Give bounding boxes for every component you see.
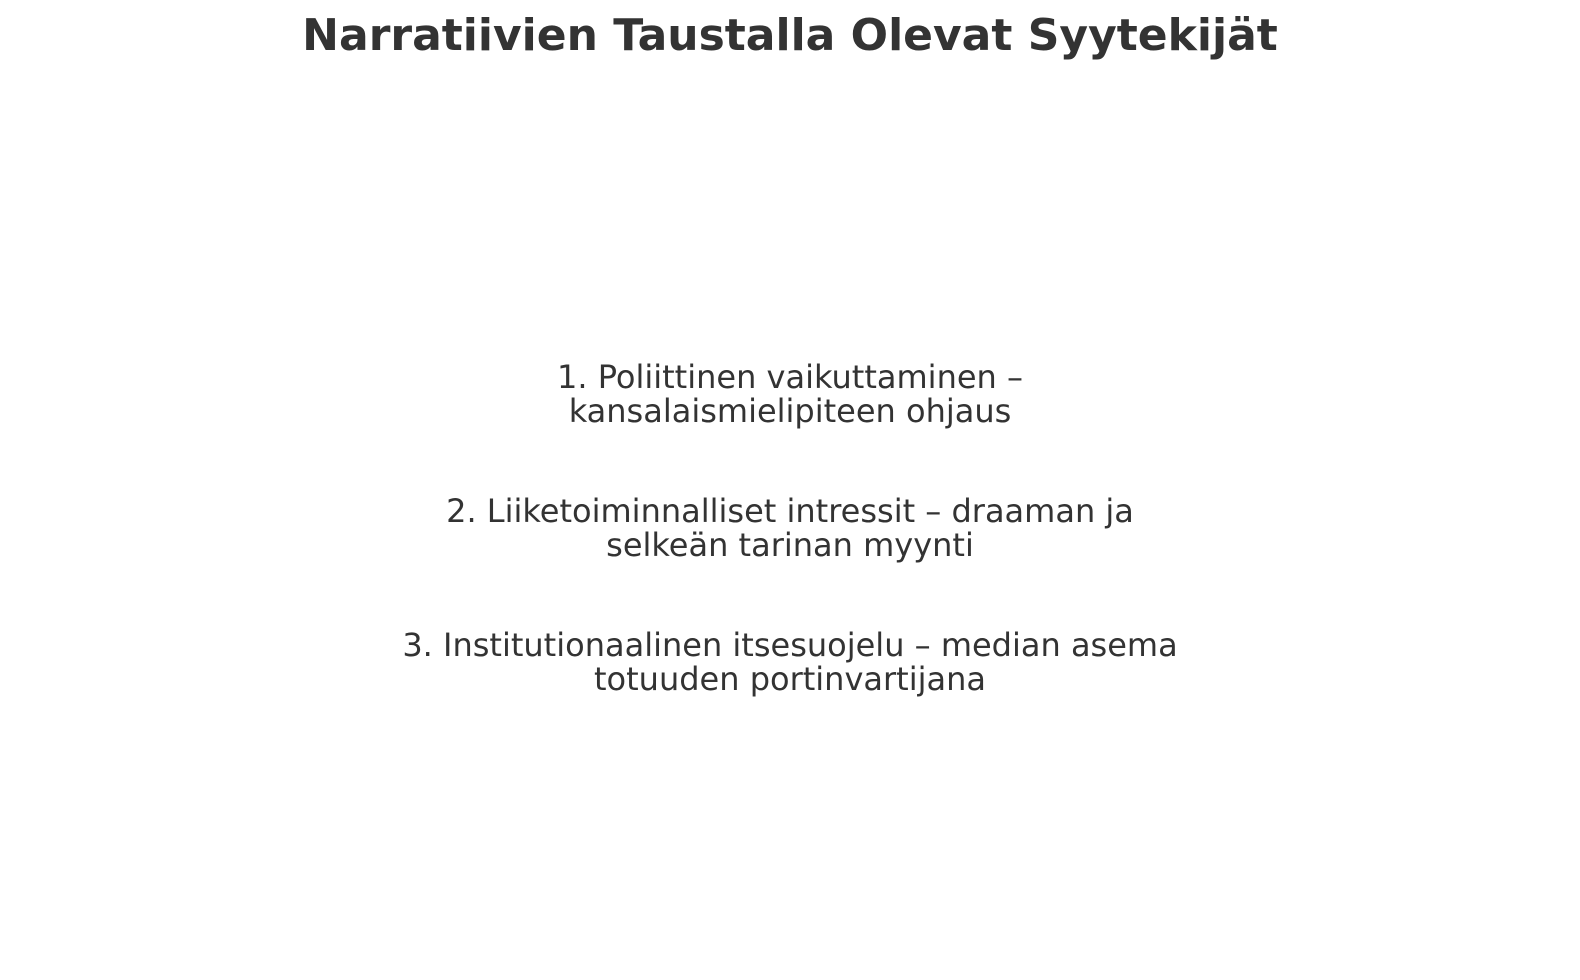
page-title: Narratiivien Taustalla Olevat Syytekijät	[302, 10, 1278, 61]
list-item: 2. Liiketoiminnalliset intressit – draaman ja selkeän tarinan myynti	[446, 492, 1134, 564]
list-item: 3. Institutionaalinen itsesuojelu – median asema totuuden portinvartijana	[402, 626, 1178, 698]
factors-list	[390, 360, 1190, 696]
list-item: 1. Poliittinen vaikuttaminen – kansalaismielipiteen ohjaus	[557, 358, 1023, 430]
